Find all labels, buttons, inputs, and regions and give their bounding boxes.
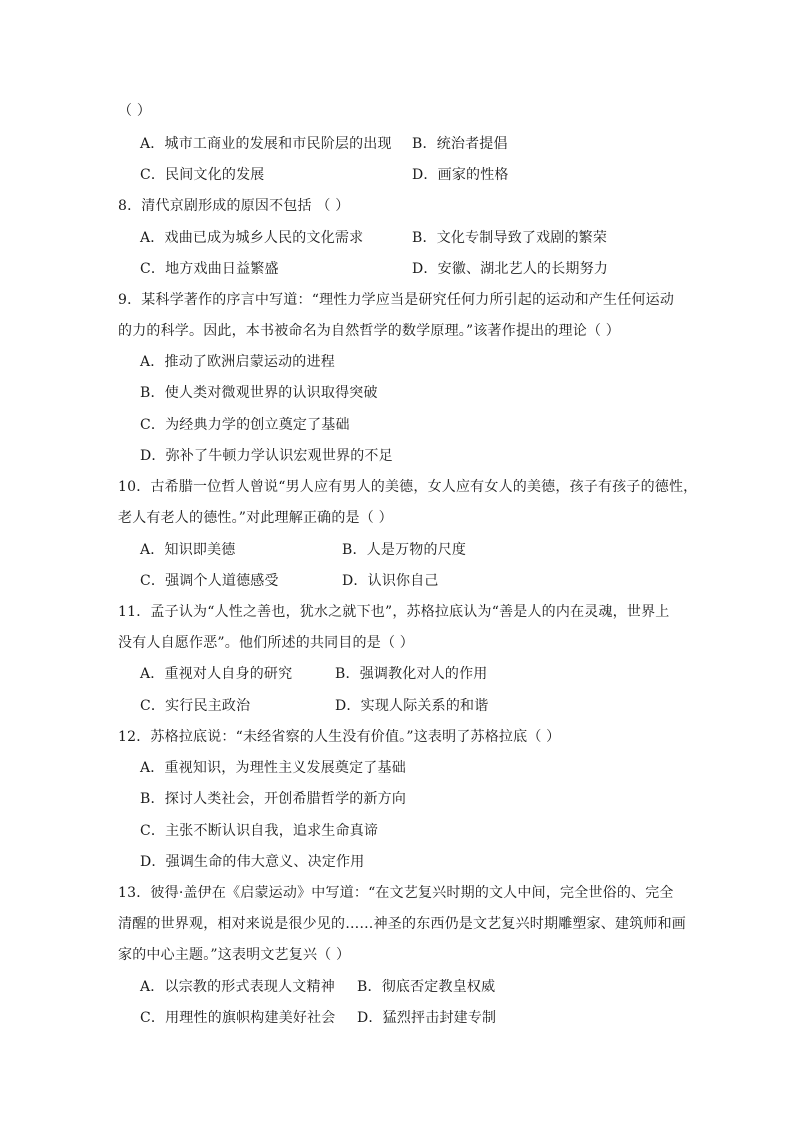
- q13-stem-line3: 家的中心主题。”这表明文艺复兴（ ）: [118, 947, 351, 963]
- q7-option-a: A．城市工商业的发展和市民阶层的出现: [140, 136, 392, 152]
- q9-option-d: D．弥补了牛顿力学认识宏观世界的不足: [140, 448, 393, 464]
- q10-option-b: B．人是万物的尺度: [342, 542, 467, 558]
- q11-stem-line1: 11．孟子认为“人性之善也，犹水之就下也”，苏格拉底认为“善是人的内在灵魂，世界上: [118, 604, 670, 620]
- q12-option-b: B．探讨人类社会，开创希腊哲学的新方向: [140, 791, 407, 807]
- q10-option-d: D．认识你自己: [342, 573, 439, 589]
- q12-stem: 12．苏格拉底说：“未经省察的人生没有价值。”这表明了苏格拉底（ ）: [118, 729, 561, 745]
- q7-option-d: D．画家的性格: [412, 167, 509, 183]
- q8-stem: 8．清代京剧形成的原因不包括 （ ）: [118, 198, 350, 214]
- q12-option-a: A．重视知识，为理性主义发展奠定了基础: [140, 760, 406, 776]
- q10-option-a: A．知识即美德: [140, 542, 236, 558]
- q11-option-b: B．强调教化对人的作用: [335, 666, 488, 682]
- q11-option-c: C．实行民主政治: [140, 698, 251, 714]
- q13-option-b: B．彻底否定教皇权威: [357, 979, 496, 995]
- q13-option-a: A．以宗教的形式表现人文精神: [140, 979, 335, 995]
- q13-option-c: C．用理性的旗帜构建美好社会: [140, 1010, 336, 1026]
- q9-stem-line2: 的力的科学。因此，本书被命名为自然哲学的数学原理。”该著作提出的理论（ ）: [118, 323, 621, 339]
- q9-option-b: B．使人类对微观世界的认识取得突破: [140, 385, 378, 401]
- q8-option-c: C．地方戏曲日益繁盛: [140, 261, 279, 277]
- q11-option-a: A．重视对人自身的研究: [140, 666, 293, 682]
- q8-option-b: B．文化专制导致了戏剧的繁荣: [412, 230, 608, 246]
- q10-stem-line2: 老人有老人的德性。”对此理解正确的是（ ）: [118, 510, 393, 526]
- q9-stem-line1: 9．某科学著作的序言中写道：“理性力学应当是研究任何力所引起的运动和产生任何运动: [118, 292, 675, 308]
- q9-option-a: A．推动了欧洲启蒙运动的进程: [140, 354, 335, 370]
- q7-option-b: B．统治者提倡: [412, 136, 508, 152]
- q10-stem-line1: 10．古希腊一位哲人曾说“男人应有男人的美德，女人应有女人的美德，孩子有孩子的德性，: [118, 479, 698, 495]
- q7-answer-bracket: （ ）: [118, 103, 152, 119]
- q10-option-c: C．强调个人道德感受: [140, 573, 279, 589]
- q9-option-c: C．为经典力学的创立奠定了基础: [140, 417, 350, 433]
- q12-option-d: D．强调生命的伟大意义、决定作用: [140, 854, 365, 870]
- q7-option-c: C．民间文化的发展: [140, 167, 265, 183]
- q13-stem-line1: 13．彼得·盖伊在《启蒙运动》中写道：“在文艺复兴时期的文人中间，完全世俗的、完全: [118, 885, 674, 901]
- q13-stem-line2: 清醒的世界观，相对来说是很少见的……神圣的东西仍是文艺复兴时期雕塑家、建筑师和画: [118, 916, 686, 932]
- q13-option-d: D．猛烈抨击封建专制: [357, 1010, 497, 1026]
- q8-option-d: D．安徽、湖北艺人的长期努力: [412, 261, 609, 277]
- q11-stem-line2: 没有人自愿作恶”。他们所述的共同目的是（ ）: [118, 635, 415, 651]
- q12-option-c: C．主张不断认识自我，追求生命真谛: [140, 823, 379, 839]
- q11-option-d: D．实现人际关系的和谐: [335, 698, 489, 714]
- q8-option-a: A．戏曲已成为城乡人民的文化需求: [140, 230, 364, 246]
